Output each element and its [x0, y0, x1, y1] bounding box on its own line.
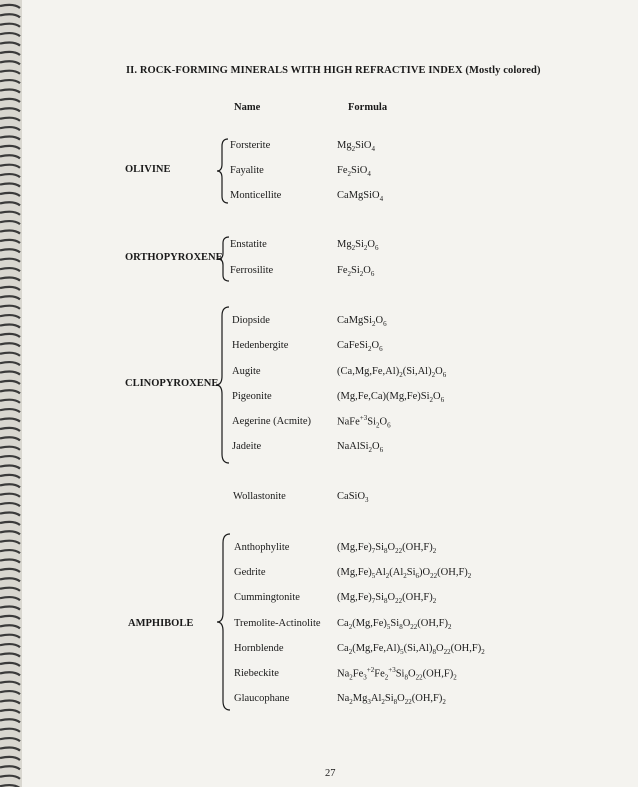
formula-column-header: Formula — [348, 102, 388, 113]
mineral-name: Augite — [232, 366, 261, 377]
mineral-name: Enstatite — [230, 239, 267, 250]
mineral-name: Tremolite-Actinolite — [234, 618, 321, 629]
mineral-formula: $Na_2Fe_3^{+2}Fe_2^{+3}Si_8O_{22}(OH,F)_2$ — [337, 666, 457, 682]
group-label-clinopyroxene: CLINOPYROXENE — [125, 378, 219, 389]
mineral-formula: $Mg_2SiO_4$ — [337, 140, 375, 154]
mineral-name: Ferrosilite — [230, 265, 274, 276]
brace-olivine — [216, 138, 230, 204]
group-label-amphibole: AMPHIBOLE — [128, 618, 194, 629]
mineral-name: Gedrite — [234, 567, 266, 578]
mineral-name: Diopside — [232, 315, 270, 326]
mineral-name: Riebeckite — [234, 668, 279, 679]
mineral-formula: CaSiO$_3$ — [337, 491, 369, 505]
mineral-formula: $(Mg,Fe,Ca)(Mg,Fe)Si_2O_6$ — [337, 391, 445, 405]
group-label-olivine: OLIVINE — [125, 164, 171, 175]
mineral-formula: $Na_2Mg_3Al_2Si_8O_{22}(OH,F)_2$ — [337, 693, 446, 707]
page-number: 27 — [325, 768, 336, 779]
mineral-name: Fayalite — [230, 165, 264, 176]
group-label-orthopyroxene: ORTHOPYROXENE — [125, 252, 223, 263]
mineral-formula: $(Mg,Fe)_7Si_8O_{22}(OH,F)_2$ — [337, 542, 437, 556]
spiral-binding — [0, 0, 22, 787]
mineral-name: Anthophylite — [234, 542, 290, 553]
mineral-formula: $Mg_2Si_2O_6$ — [337, 239, 379, 253]
mineral-name: Forsterite — [230, 140, 271, 151]
mineral-name: Jadeite — [232, 441, 262, 452]
mineral-name: Hedenbergite — [232, 340, 289, 351]
mineral-formula: $(Mg,Fe)_5Al_2(Al_2Si_6)O_{22}(OH,F)_2$ — [337, 567, 472, 581]
mineral-formula: $Fe_2Si_2O_6$ — [337, 265, 375, 279]
mineral-formula: CaMgSiO$_4$ — [337, 190, 384, 204]
page-title: II. ROCK-FORMING MINERALS WITH HIGH REFRACTIVE INDEX (Mostly colored) — [126, 65, 541, 76]
mineral-formula: $Ca_2(Mg,Fe,Al)_5(Si,Al)_8O_{22}(OH,F)_2$ — [337, 643, 485, 657]
mineral-formula: $Ca_2(Mg,Fe)_5Si_8O_{22}(OH,F)_2$ — [337, 618, 452, 632]
mineral-formula: $NaAlSi_2O_6$ — [337, 441, 384, 455]
mineral-formula: $(Ca,Mg,Fe,Al)_2(Si,Al)_2O_6$ — [337, 366, 447, 380]
mineral-name: Cummingtonite — [234, 592, 300, 603]
brace-amphibole — [216, 533, 232, 711]
mineral-formula: $NaFe^{+3}Si_2O_6$ — [337, 414, 391, 430]
name-column-header: Name — [234, 102, 261, 113]
mineral-name: Hornblende — [234, 643, 284, 654]
mineral-name: Pigeonite — [232, 391, 272, 402]
mineral-formula: $Fe_2SiO_4$ — [337, 165, 371, 179]
mineral-name: Aegerine (Acmite) — [232, 416, 312, 427]
mineral-formula: $CaMgSi_2O_6$ — [337, 315, 387, 329]
mineral-name: Monticellite — [230, 190, 282, 201]
mineral-formula: $CaFeSi_2O_6$ — [337, 340, 383, 354]
mineral-formula: $(Mg,Fe)_7Si_8O_{22}(OH,F)_2$ — [337, 592, 437, 606]
brace-orthopyroxene — [217, 236, 230, 282]
brace-clinopyroxene — [215, 306, 231, 464]
mineral-name: Glaucophane — [234, 693, 290, 704]
mineral-name: Wollastonite — [233, 491, 286, 502]
